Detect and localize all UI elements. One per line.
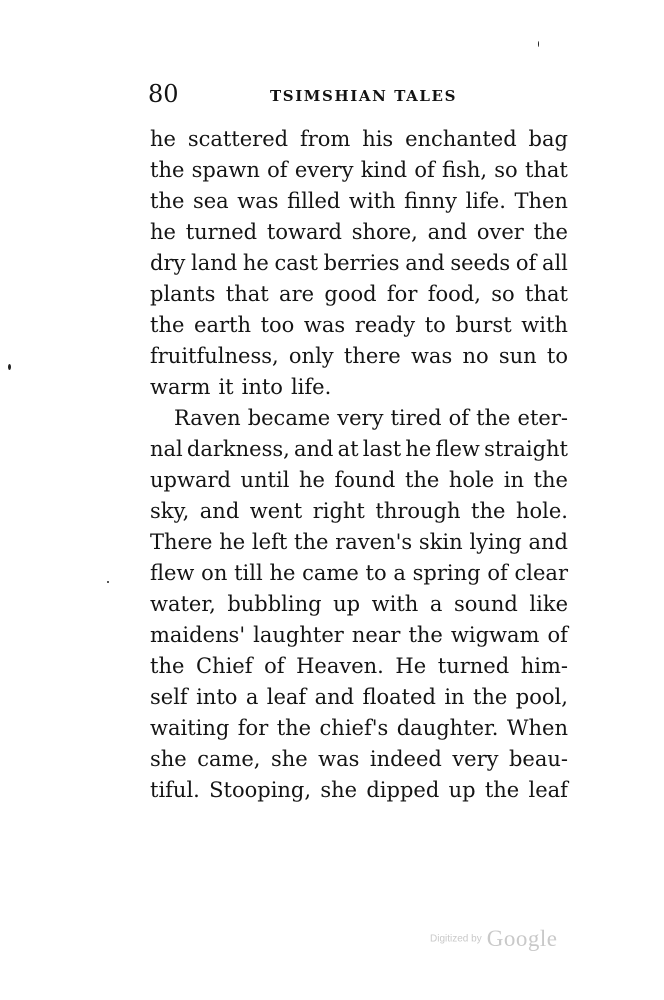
- text-line: [150, 403, 568, 434]
- word: floated: [362, 685, 436, 709]
- word: fruitfulness,: [150, 344, 279, 368]
- watermark-brand: Google: [486, 926, 558, 951]
- word: earth: [194, 313, 251, 337]
- word: leaf: [266, 685, 307, 709]
- word: warm: [150, 375, 211, 399]
- text-line: [150, 620, 568, 651]
- word: skin: [418, 530, 463, 554]
- running-head: TSIMSHIAN TALES: [270, 87, 458, 105]
- word: he: [298, 468, 325, 492]
- word: sea: [192, 189, 229, 213]
- word: land: [191, 251, 238, 275]
- word: of: [414, 158, 435, 182]
- word: berries: [323, 251, 400, 275]
- text-line: [150, 744, 568, 775]
- text-line: [150, 465, 568, 496]
- word: up: [448, 778, 476, 802]
- text-line: [150, 155, 568, 186]
- word: straight: [484, 437, 568, 461]
- word: for: [237, 716, 269, 740]
- word: into: [241, 375, 283, 399]
- word: scattered: [187, 127, 289, 151]
- text-line: [150, 496, 568, 527]
- word: plants: [150, 282, 216, 306]
- word: Chief: [195, 654, 253, 678]
- word: finny: [404, 189, 458, 213]
- text-line: [150, 372, 568, 403]
- word: him-: [520, 654, 568, 678]
- word: she: [320, 778, 358, 802]
- word: clear: [514, 561, 568, 585]
- word: of: [264, 654, 285, 678]
- word: until: [240, 468, 290, 492]
- text-line: [150, 186, 568, 217]
- word: left: [251, 530, 288, 554]
- word: he: [242, 251, 269, 275]
- text-line: [150, 279, 568, 310]
- word: hole: [448, 468, 495, 492]
- word: through: [375, 499, 461, 523]
- word: Raven: [174, 406, 241, 430]
- word: There: [150, 530, 213, 554]
- word: sun: [498, 344, 537, 368]
- word: and: [294, 437, 334, 461]
- word: the: [150, 654, 185, 678]
- word: cast: [274, 251, 318, 275]
- word: he: [219, 530, 246, 554]
- word: ready: [354, 313, 416, 337]
- word: the: [150, 158, 185, 182]
- word: so: [494, 158, 518, 182]
- word: very: [337, 406, 384, 430]
- word: into: [196, 685, 238, 709]
- word: and: [427, 220, 468, 244]
- word: over: [476, 220, 524, 244]
- word: the: [276, 716, 312, 740]
- word: are: [279, 282, 315, 306]
- text-line: [150, 713, 568, 744]
- print-speck: [538, 41, 539, 47]
- word: chief's: [319, 716, 389, 740]
- word: maidens': [150, 623, 246, 647]
- text-line: [150, 310, 568, 341]
- digitized-watermark: [430, 926, 558, 952]
- word: He: [395, 654, 427, 678]
- word: a: [393, 561, 406, 585]
- word: life.: [465, 189, 506, 213]
- word: came: [302, 561, 359, 585]
- word: at: [337, 437, 359, 461]
- word: flew: [150, 561, 195, 585]
- word: water,: [150, 592, 216, 616]
- word: and: [405, 251, 445, 275]
- word: was: [303, 313, 346, 337]
- word: filled: [287, 189, 341, 213]
- word: to: [546, 344, 568, 368]
- text-line: [150, 589, 568, 620]
- word: Stooping,: [209, 778, 312, 802]
- word: went: [249, 499, 303, 523]
- word: found: [334, 468, 396, 492]
- word: very: [452, 747, 499, 771]
- text-line: [150, 527, 568, 558]
- word: spawn: [191, 158, 260, 182]
- word: the: [471, 499, 506, 523]
- word: that: [525, 282, 568, 306]
- word: of: [487, 561, 508, 585]
- text-line: [150, 341, 568, 372]
- word: of: [448, 406, 470, 430]
- word: it: [218, 375, 234, 399]
- word: leaf: [528, 778, 568, 802]
- word: good: [324, 282, 377, 306]
- word: in: [444, 685, 465, 709]
- word: kind: [360, 158, 408, 182]
- word: darkness,: [186, 437, 290, 461]
- word: there: [343, 344, 401, 368]
- word: hole.: [515, 499, 568, 523]
- word: shore,: [351, 220, 418, 244]
- word: the: [150, 313, 185, 337]
- word: of: [515, 251, 537, 275]
- word: on: [201, 561, 228, 585]
- print-speck: [8, 364, 11, 370]
- word: of: [267, 158, 288, 182]
- word: indeed: [369, 747, 442, 771]
- word: and: [199, 499, 240, 523]
- word: with: [371, 592, 419, 616]
- word: he: [269, 561, 296, 585]
- word: dry: [150, 251, 186, 275]
- word: When: [506, 716, 568, 740]
- word: burst: [455, 313, 512, 337]
- text-line: [150, 682, 568, 713]
- word: too: [260, 313, 295, 337]
- word: right: [312, 499, 365, 523]
- text-line: [150, 248, 568, 279]
- word: wigwam: [450, 623, 540, 647]
- word: she: [150, 747, 187, 771]
- word: she: [270, 747, 308, 771]
- word: sound: [453, 592, 518, 616]
- word: toward: [266, 220, 342, 244]
- watermark-prefix: Digitized by: [430, 933, 482, 945]
- word: bubbling: [227, 592, 322, 616]
- word: turned: [437, 654, 510, 678]
- text-line: [150, 434, 568, 465]
- word: seeds: [450, 251, 511, 275]
- word: all: [541, 251, 568, 275]
- word: the: [472, 685, 508, 709]
- text-line: [150, 558, 568, 589]
- text-line: [150, 124, 568, 155]
- text-line: [150, 775, 568, 806]
- word: every: [294, 158, 354, 182]
- word: last: [362, 437, 402, 461]
- word: that: [524, 158, 568, 182]
- word: came,: [197, 747, 261, 771]
- word: the: [533, 220, 568, 244]
- word: self: [150, 685, 188, 709]
- word: in: [503, 468, 524, 492]
- word: spring: [412, 561, 481, 585]
- word: waiting: [150, 716, 230, 740]
- word: to: [365, 561, 387, 585]
- word: the: [484, 778, 520, 802]
- word: he: [405, 437, 432, 461]
- word: tiful.: [150, 778, 200, 802]
- word: nal: [150, 437, 183, 461]
- word: no: [462, 344, 489, 368]
- word: like: [529, 592, 568, 616]
- word: that: [225, 282, 269, 306]
- word: to: [424, 313, 446, 337]
- word: the: [408, 623, 443, 647]
- print-speck: [107, 581, 109, 583]
- word: he: [150, 127, 176, 151]
- word: the: [294, 530, 329, 554]
- word: his: [362, 127, 394, 151]
- text-line: [150, 651, 568, 682]
- word: enchanted: [405, 127, 517, 151]
- word: bag: [528, 127, 568, 151]
- word: from: [299, 127, 351, 151]
- word: became: [247, 406, 331, 430]
- word: and: [314, 685, 355, 709]
- word: was: [237, 189, 279, 213]
- word: the: [533, 468, 568, 492]
- body-text: [150, 124, 568, 806]
- word: sky,: [150, 499, 190, 523]
- word: a: [245, 685, 259, 709]
- word: fish,: [442, 158, 488, 182]
- word: he: [150, 220, 176, 244]
- word: the: [404, 468, 440, 492]
- word: eter-: [517, 406, 568, 430]
- word: raven's: [335, 530, 413, 554]
- word: with: [348, 189, 396, 213]
- word: dipped: [366, 778, 440, 802]
- word: the: [150, 189, 185, 213]
- word: pool,: [515, 685, 568, 709]
- word: Then: [514, 189, 568, 213]
- word: lying: [469, 530, 522, 554]
- word: food,: [427, 282, 481, 306]
- word: for: [386, 282, 418, 306]
- word: near: [351, 623, 401, 647]
- word: of: [547, 623, 568, 647]
- word: tired: [390, 406, 442, 430]
- word: was: [410, 344, 453, 368]
- word: till: [234, 561, 263, 585]
- word: flew: [435, 437, 480, 461]
- word: a: [429, 592, 443, 616]
- word: with: [521, 313, 568, 337]
- word: was: [318, 747, 360, 771]
- word: Heaven.: [296, 654, 384, 678]
- word: daughter.: [396, 716, 499, 740]
- word: turned: [185, 220, 258, 244]
- word: up: [333, 592, 361, 616]
- word: the: [476, 406, 511, 430]
- word: laughter: [253, 623, 344, 647]
- word: life.: [290, 375, 332, 399]
- word: upward: [150, 468, 231, 492]
- word: only: [288, 344, 334, 368]
- page-number: 80: [148, 80, 179, 108]
- word: and: [528, 530, 568, 554]
- text-line: [150, 217, 568, 248]
- word: beau-: [508, 747, 568, 771]
- word: so: [491, 282, 515, 306]
